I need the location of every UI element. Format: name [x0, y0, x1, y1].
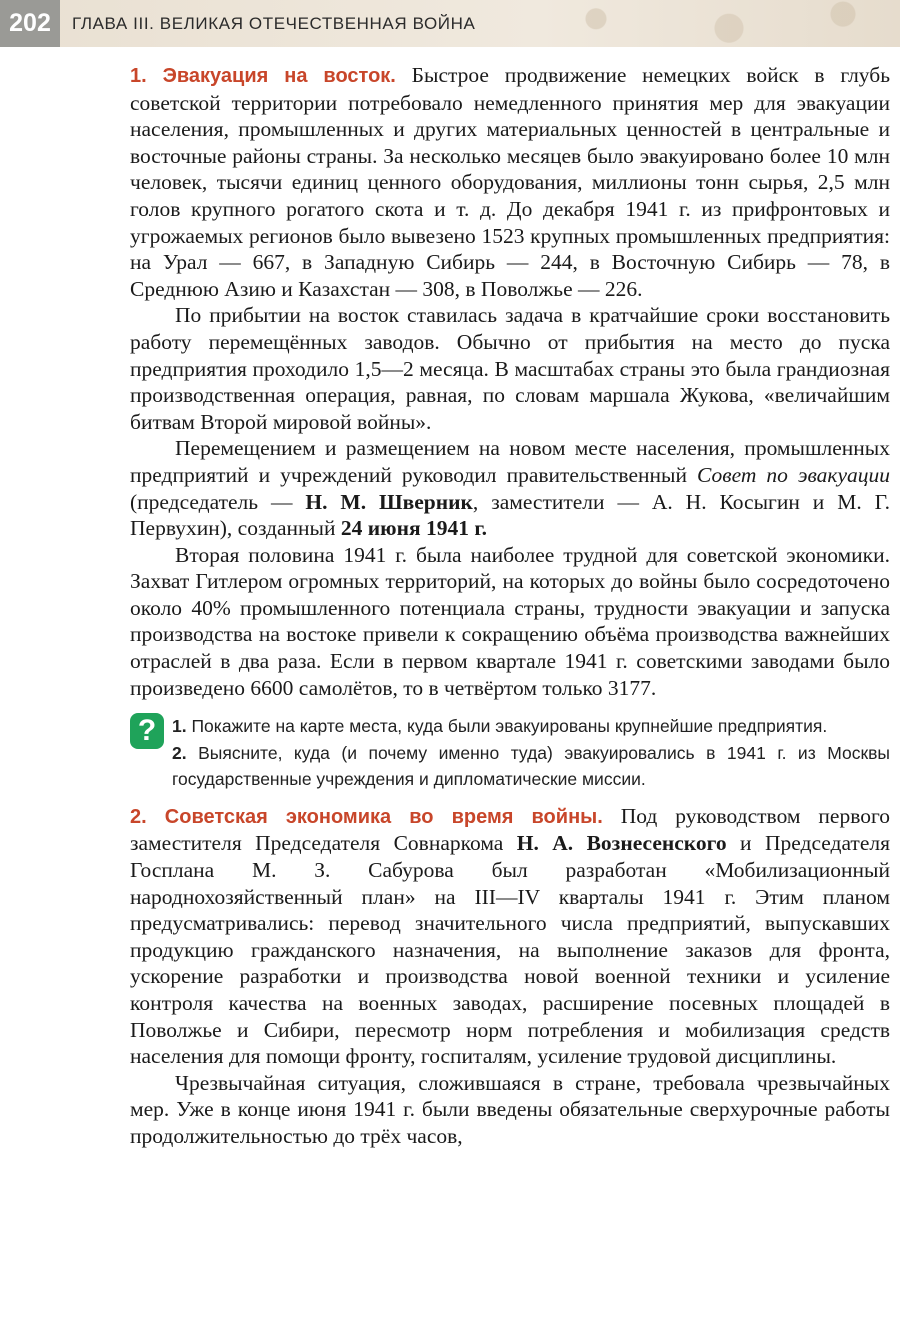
question-2 [172, 740, 890, 793]
question-2-text: Выясните, куда (и почему именно туда) эвакуировались в 1941 г. из Москвы государственные учреждения и дипломатические миссии. [172, 742, 890, 790]
voznesensky-name: Н. А. Вознесенского [516, 831, 727, 856]
evacuation-council: Совет по эвакуации [697, 462, 890, 487]
page-number: 202 [0, 0, 60, 47]
section1-paragraph4: Вторая половина 1941 г. была наиболее трудной для советской экономики. Захват Гитлером огромных территорий, на которых до войны было сосредоточено около 40% промышленного потенциала страны, трудности эвакуации и запуска производства на востоке привели к сокращению объёма производства важнейших отраслей в два раза. Если в первом квартале 1941 г. советскими заводами было произведено 6600 самолётов, то в четвёртом только 3177. [130, 542, 890, 700]
section1-title: 1. Эвакуация на восток. [130, 65, 396, 87]
header-ornament [520, 0, 900, 47]
questions-block [130, 713, 890, 793]
p3-text-a: Перемещением и размещением на новом месте населения, промышленных предприятий и учреждений руководил правительственный [130, 436, 890, 487]
page-header [0, 0, 900, 47]
page-body [130, 62, 890, 1149]
question-1-number: 1. [172, 716, 187, 737]
section1-p1-text: Быстрое продвижение немецких войск в глубь советской территории потребовало немедленного принятия мер для эвакуации населения, промышленных и других материальных ценностей в центральные и восточные районы страны. За несколько месяцев было эвакуировано более 10 млн человек, тысячи единиц ценного оборудования, миллионы тонн сырья, 2,5 млн голов крупного рогатого скота и т. д. До декабря 1941 г. из прифронтовых и угрожаемых регионов было вывезено 1523 крупных промышленных предприятия: на Урал — 667, в Западную Сибирь — 244, в Восточную Сибирь — 78, в Среднюю Азию и Казахстан — 308, в Поволжье — 226. [130, 63, 891, 301]
council-date: 24 июня 1941 г. [340, 516, 488, 541]
question-1-text: Покажите на карте места, куда были эвакуированы крупнейшие предприятия. [186, 716, 828, 737]
section1-paragraph3 [130, 435, 890, 541]
p3-text-b: (председатель — [130, 489, 306, 514]
question-1 [172, 713, 890, 740]
section1-paragraph2: По прибытии на восток ставилась задача в кратчайшие сроки восстановить работу перемещённых заводов. Обычно от прибытия на место до пуска предприятия проходило 1,5—2 месяца. В масштабах страны это была грандиозная производственная операция, равная, по словам маршала Жукова, «величайшим битвам Второй мировой войны». [130, 303, 890, 434]
chapter-title: ГЛАВА III. ВЕЛИКАЯ ОТЕЧЕСТВЕННАЯ ВОЙНА [72, 13, 476, 33]
section2-paragraph2: Чрезвычайная ситуация, сложившаяся в стране, требовала чрезвычайных мер. Уже в конце июня 1941 г. были введены обязательные сверхурочные работы продолжительностью до трёх часов, [130, 1070, 890, 1148]
question-icon: ? [130, 713, 164, 749]
s2-p1-text-a: Под руководством первого заместителя Председателя Совнаркома [130, 803, 891, 856]
s2-p1-text-b: и Председателя Госплана М. З. Сабурова был разработан «Мобилизационный народнохозяйственный план» на III—IV кварталы 1941 г. Этим планом предусматривались: перевод значительного числа предприятий, выпускавших продукцию гражданского назначения, на выполнение заказов для фронта, ускорение разработки и производства новой военной техники и усиление контроля качества на военных заводах, расширение посевных площадей в Поволжье и Сибири, пересмотр норм потребления и мобилизация средств населения для помощи фронту, госпиталям, усиление трудовой дисциплины. [130, 831, 890, 1069]
p3-text-c: , заместители — А. Н. Косыгин и М. Г. Первухин), созданный [130, 489, 891, 541]
shvernik-name: Н. М. Шверник [305, 489, 473, 514]
question-2-number: 2. [172, 742, 187, 763]
section2-title: 2. Советская экономика во время войны. [130, 805, 603, 828]
section2-paragraph1 [130, 803, 890, 1070]
section1-paragraph1 [130, 62, 890, 302]
